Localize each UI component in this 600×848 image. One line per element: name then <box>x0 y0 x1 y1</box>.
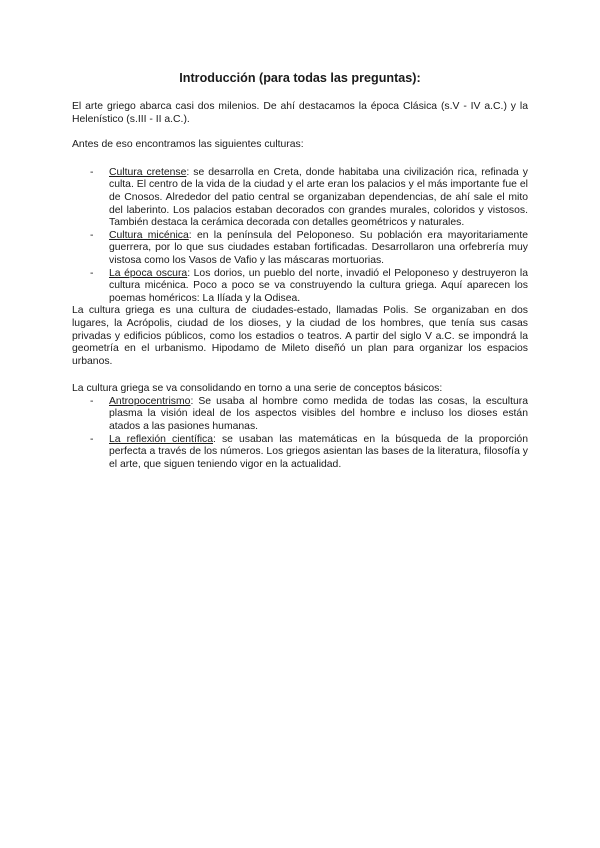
item-text: : Los dorios, un pueblo del norte, invadió el Peloponeso y destruyeron la cultura micénica. Poco a poco se va construyendo la cultura griega. Aquí aparecen los poemas homéricos: La Ilíada y la Odisea. <box>109 267 528 304</box>
page-title: Introducción (para todas las preguntas): <box>179 71 421 85</box>
dash-bullet: - <box>90 267 94 279</box>
list-item <box>72 396 528 434</box>
intro-paragraph: El arte griego abarca casi dos milenios. De ahí destacamos la época Clásica (s.V - IV a.C.) y la Helenístico (s.III - II a.C.). <box>72 101 528 125</box>
list-item <box>72 268 528 306</box>
term-cultura-micenica: Cultura micénica <box>109 229 189 241</box>
cultures-list <box>72 167 528 306</box>
item-text: : en la península del Peloponeso. Su población era mayoritariamente guerrera, por lo que sus ciudades estaban fortificadas. Desarrollaron una orfebrería muy vistosa como los Vasos de Vafio y las máscaras mortuorias. <box>109 229 528 266</box>
concepts-intro: La cultura griega se va consolidando en torno a una serie de conceptos básicos: <box>72 383 443 395</box>
polis-paragraph: La cultura griega es una cultura de ciudades-estado, llamadas Polis. Se organizaban en dos lugares, la Acrópolis, ciudad de los dioses, y la ciudad de los hombres, que tenía sus casas privadas y edificios públicos, como los estadios o teatros. A partir del siglo V a.C. se impondrá la geometría en el urbanismo. Hipodamo de Mileto diseñó un plan para organizar los espacios urbanos. <box>72 305 528 367</box>
list-item <box>72 230 528 268</box>
list-item <box>72 167 528 230</box>
dash-bullet: - <box>90 433 94 445</box>
dash-bullet: - <box>90 229 94 241</box>
item-text: : Se usaba al hombre como medida de todas las cosas, la escultura plasma la visión ideal de los aspectos visibles del hombre e incluso los dioses están atados a las pasiones humanas. <box>109 395 528 433</box>
dash-bullet: - <box>90 395 94 407</box>
term-cultura-cretense: Cultura cretense <box>109 166 187 178</box>
document-page <box>72 70 528 471</box>
item-text: : se usaban las matemáticas en la búsqueda de la proporción perfecta a través de los números. Los griegos asientan las bases de la literatura, filosofía y el arte, que siguen teniendo vigor en la actualidad. <box>109 433 528 470</box>
cultures-intro: Antes de eso encontramos las siguientes culturas: <box>72 139 304 151</box>
term-epoca-oscura: La época oscura <box>109 267 188 279</box>
concepts-list <box>72 396 528 472</box>
term-reflexion-cientifica: La reflexión científica <box>109 433 213 445</box>
term-antropocentrismo: Antropocentrismo <box>109 395 191 407</box>
dash-bullet: - <box>90 166 94 178</box>
item-text: : se desarrolla en Creta, donde habitaba una civilización rica, refinada y culta. El centro de la vida de la ciudad y el arte eran los palacios y el más importante fue el de Cnosos. Alrededor del patio central se organizaban dependencias, de ahí sale el mito del laberinto. Los palacios estaban decorados con grandes murales, coloridos y vistosos. También destaca la cerámica decorada con detalles geométricos y naturales. <box>109 166 528 229</box>
list-item <box>72 434 528 472</box>
